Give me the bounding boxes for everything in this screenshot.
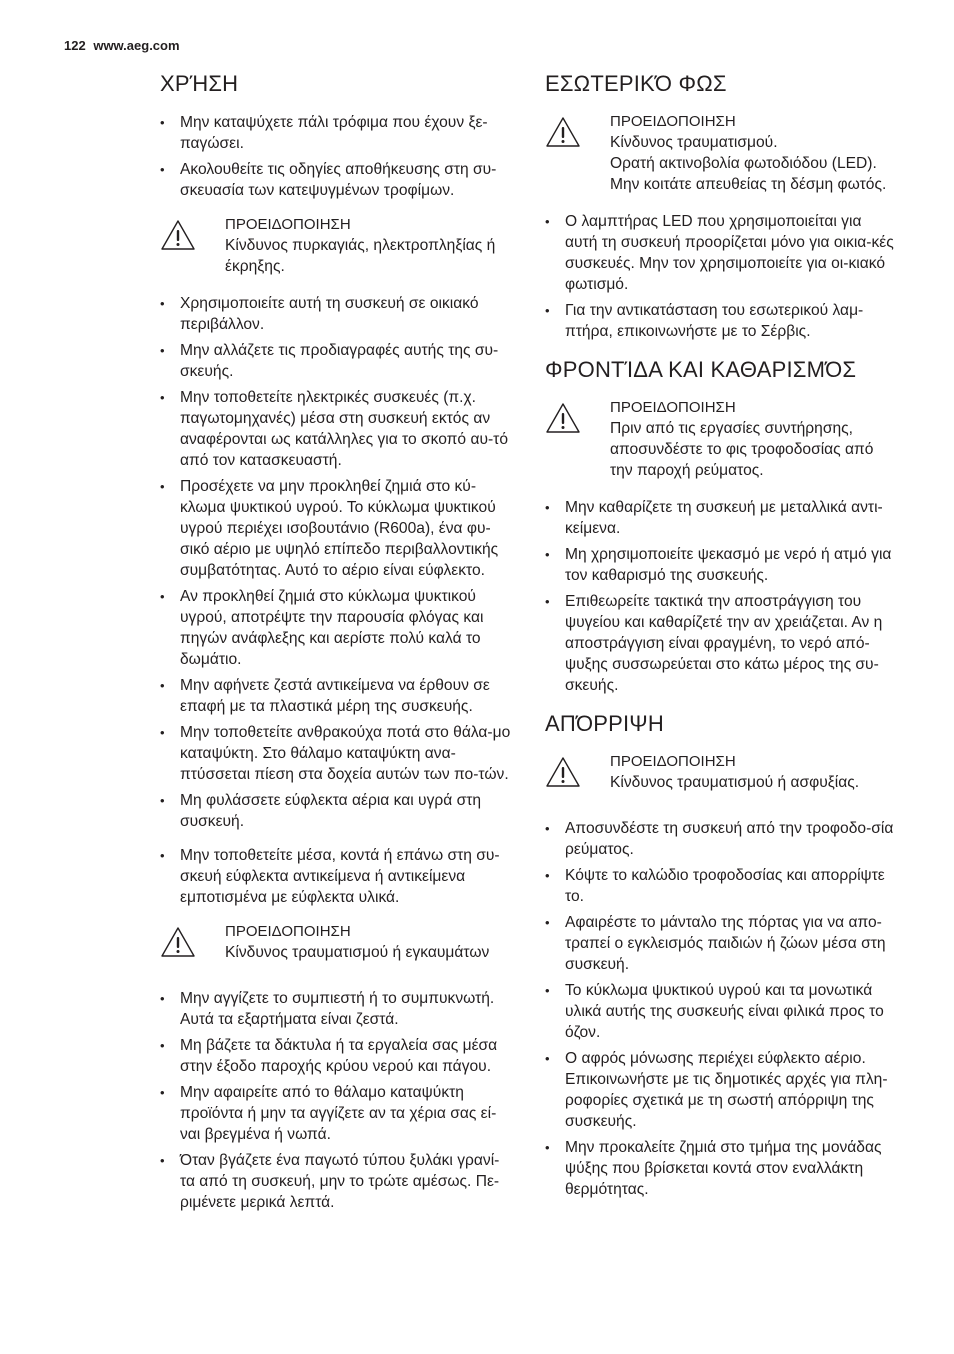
- warning-body: Κίνδυνος τραυματισμού ή εγκαυμάτων: [225, 944, 490, 961]
- list-item: • Μην αλλάζετε τις προδιαγραφές αυτής της συ-σκευής.: [160, 340, 512, 382]
- section-title-light: ΕΣΩΤΕΡΙΚΌ ΦΩΣ: [545, 71, 727, 96]
- list-item: • Αν προκληθεί ζημιά στο κύκλωμα ψυκτικού υγρού, αποτρέψτε την παρουσία φλόγας και πηγών ανάφλεξης και αερίστε πολύ καλά το δωμάτιο.: [160, 586, 512, 670]
- warning-box: [160, 922, 512, 972]
- list-item: • Αφαιρέστε το μάνταλο της πόρτας για να απο-τραπεί ο εγκλεισμός παιδιών ή ζώων μέσα στη συσκευή.: [545, 912, 897, 975]
- list-item: • Μην αφαιρείτε από το θάλαμο καταψύκτη προϊόντα ή μην τα αγγίζετε αν τα χέρια σας εί-ναι βρεγμένα ή νωπά.: [160, 1082, 512, 1145]
- list-item: • Όταν βγάζετε ένα παγωτό τύπου ξυλάκι γρανί-τα από τη συσκευή, μην το τρώτε αμέσως. Πε-ριμένετε μερικά λεπτά.: [160, 1150, 512, 1213]
- list-item: • Ο αφρός μόνωσης περιέχει εύφλεκτο αέριο. Επικοινωνήστε με τις δημοτικές αρχές για πλη-ροφορίες σχετικά με τη σωστή απόρριψη της συσκευής.: [545, 1048, 897, 1132]
- section-title-use: ΧΡΉΣΗ: [160, 71, 239, 96]
- warning-box: [545, 752, 897, 802]
- page-header: [64, 38, 180, 53]
- warning-title: ΠΡΟΕΙΔΟΠΟΙΗΣΗ: [610, 399, 736, 416]
- right-column: [545, 70, 897, 1214]
- bullet-list: [160, 112, 512, 201]
- warning-triangle-icon: [545, 402, 581, 434]
- list-item: • Προσέχετε να μην προκληθεί ζημιά στο κύ-κλωμα ψυκτικού υγρού. Το κύκλωμα ψυκτικού υγρού περιέχει ισοβουτάνιο (R600a), ένα φυ-σικό αέριο με υψηλό επίπεδο περιβαλλοντικής συμβατότητας. Αυτό το αέριο είναι εύφλεκτο.: [160, 476, 512, 581]
- bullet-list: [160, 293, 512, 832]
- list-item: • Μην καταψύχετε πάλι τρόφιμα που έχουν ξε-παγώσει.: [160, 112, 512, 154]
- section-title-care: ΦΡΟΝΤΊΔΑ ΚΑΙ ΚΑΘΑΡΙΣΜΌΣ: [545, 357, 857, 382]
- warning-body: Πριν από τις εργασίες συντήρησης, αποσυνδέστε το φις τροφοδοσίας από την παροχή ρεύματος.: [610, 420, 874, 479]
- warning-triangle-icon: [160, 219, 196, 251]
- list-item: • Μην αγγίζετε το συμπιεστή ή το συμπυκνωτή. Αυτά τα εξαρτήματα είναι ζεστά.: [160, 988, 512, 1030]
- list-item: • Μην τοποθετείτε ηλεκτρικές συσκευές (π.χ. παγωτομηχανές) μέσα στη συσκευή εκτός αν αναφέρονται ως κατάλληλες για το σκοπό αυ-τό από τον κατασκευαστή.: [160, 387, 512, 471]
- warning-body: Κίνδυνος τραυματισμού ή ασφυξίας.: [610, 774, 860, 791]
- site-url: www.aeg.com: [93, 38, 180, 53]
- warning-box: [545, 398, 897, 481]
- page-number: 122: [64, 38, 86, 53]
- warning-triangle-icon: [545, 756, 581, 788]
- warning-triangle-icon: [160, 926, 196, 958]
- list-item: • Αποσυνδέστε τη συσκευή από την τροφοδο-σία ρεύματος.: [545, 818, 897, 860]
- list-item: • Μη βάζετε τα δάκτυλα ή τα εργαλεία σας μέσα στην έξοδο παροχής κρύου νερού και πάγου.: [160, 1035, 512, 1077]
- list-item: • Το κύκλωμα ψυκτικού υγρού και τα μονωτικά υλικά αυτής της συσκευής είναι φιλικά προς το όζον.: [545, 980, 897, 1043]
- list-item: • Μην αφήνετε ζεστά αντικείμενα να έρθουν σε επαφή με τα πλαστικά μέρη της συσκευής.: [160, 675, 512, 717]
- section-title-disposal: ΑΠΌΡΡΙΨΗ: [545, 711, 664, 736]
- list-item: • Κόψτε το καλώδιο τροφοδοσίας και απορρίψτε το.: [545, 865, 897, 907]
- list-item: • Για την αντικατάσταση του εσωτερικού λαμ-πτήρα, επικοινωνήστε με το Σέρβις.: [545, 300, 897, 342]
- bullet-list: [545, 818, 897, 1200]
- list-item: • Μη χρησιμοποιείτε ψεκασμό με νερό ή ατμό για τον καθαρισμό της συσκευής.: [545, 544, 897, 586]
- list-item: • Μη φυλάσσετε εύφλεκτα αέρια και υγρά στη συσκευή.: [160, 790, 512, 832]
- bullet-list: [160, 988, 512, 1213]
- bullet-list: [545, 211, 897, 342]
- warning-body: Κίνδυνος πυρκαγιάς, ηλεκτροπληξίας ή έκρηξης.: [225, 237, 496, 275]
- list-item: • Ακολουθείτε τις οδηγίες αποθήκευσης στη συ-σκευασία των κατεψυγμένων τροφίμων.: [160, 159, 512, 201]
- warning-title: ΠΡΟΕΙΔΟΠΟΙΗΣΗ: [610, 113, 736, 130]
- warning-title: ΠΡΟΕΙΔΟΠΟΙΗΣΗ: [225, 923, 351, 940]
- warning-title: ΠΡΟΕΙΔΟΠΟΙΗΣΗ: [610, 753, 736, 770]
- section-internal-light: [545, 70, 897, 342]
- list-item: • Μην τοποθετείτε ανθρακούχα ποτά στο θάλα-μο καταψύκτη. Στο θάλαμο καταψύκτη ανα-πτύσσεται πίεση στα δοχεία αυτών των πο-τών.: [160, 722, 512, 785]
- list-item: • Ο λαμπτήρας LED που χρησιμοποιείται για αυτή τη συσκευή προορίζεται μόνο για οικια-κές συσκευές. Μην τον χρησιμοποιείτε για οι-κιακό φωτισμό.: [545, 211, 897, 295]
- list-item: • Χρησιμοποιείτε αυτή τη συσκευή σε οικιακό περιβάλλον.: [160, 293, 512, 335]
- bullet-list: [160, 845, 512, 908]
- list-item: • Μην τοποθετείτε μέσα, κοντά ή επάνω στη συ-σκευή εύφλεκτα αντικείμενα ή αντικείμενα εμποτισμένα με εύφλεκτα υλικά.: [160, 845, 512, 908]
- warning-box: [160, 215, 512, 277]
- list-item: • Μην καθαρίζετε τη συσκευή με μεταλλικά αντι-κείμενα.: [545, 497, 897, 539]
- section-care-cleaning: [545, 356, 897, 696]
- bullet-list: [545, 497, 897, 696]
- section-disposal: [545, 710, 897, 1200]
- warning-body: Κίνδυνος τραυματισμού. Ορατή ακτινοβολία φωτοδιόδου (LED). Μην κοιτάτε απευθείας τη δέσμη φωτός.: [610, 134, 887, 193]
- list-item: • Μην προκαλείτε ζημιά στο τμήμα της μονάδας ψύξης που βρίσκεται κοντά στον εναλλάκτη θερμότητας.: [545, 1137, 897, 1200]
- left-column: [160, 70, 512, 1218]
- warning-title: ΠΡΟΕΙΔΟΠΟΙΗΣΗ: [225, 216, 351, 233]
- warning-box: [545, 112, 897, 195]
- warning-triangle-icon: [545, 116, 581, 148]
- list-item: • Επιθεωρείτε τακτικά την αποστράγγιση του ψυγείου και καθαρίζετέ την αν χρειάζεται. Αν η αποστράγγιση είναι φραγμένη, το νερό από-ψυξης συσσωρεύεται στο κάτω μέρος της συ-σκευής.: [545, 591, 897, 696]
